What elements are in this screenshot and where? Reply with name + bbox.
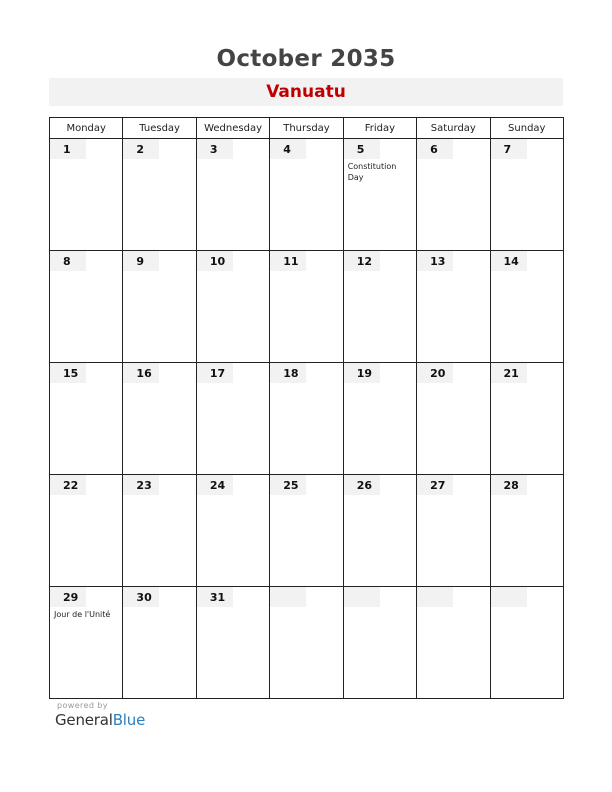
day-number: 24 <box>197 475 233 495</box>
day-cell <box>343 139 416 251</box>
holiday-label: Jour de l'Unité <box>54 610 111 619</box>
weekday-header: Monday <box>50 118 123 139</box>
week-row <box>50 475 564 587</box>
footer-branding <box>55 701 145 729</box>
day-number: 20 <box>417 363 453 383</box>
day-cell <box>490 475 563 587</box>
day-cell <box>343 251 416 363</box>
day-number: 11 <box>270 251 306 271</box>
day-cell <box>270 139 343 251</box>
country-name: Vanuatu <box>49 78 563 106</box>
day-cell <box>417 139 490 251</box>
brand-general: General <box>55 711 113 729</box>
holiday-label: Constitution Day <box>347 162 397 182</box>
day-number: 1 <box>50 139 86 159</box>
day-number: 15 <box>50 363 86 383</box>
day-cell <box>123 251 196 363</box>
day-cell <box>417 251 490 363</box>
day-cell <box>50 587 123 699</box>
day-cell <box>50 139 123 251</box>
day-cell <box>490 587 563 699</box>
day-cell <box>417 475 490 587</box>
day-number: 7 <box>491 139 527 159</box>
day-number: 8 <box>50 251 86 271</box>
weekday-header-row <box>50 118 564 139</box>
day-number <box>491 587 527 607</box>
weekday-header: Wednesday <box>196 118 269 139</box>
week-row <box>50 363 564 475</box>
day-number: 2 <box>123 139 159 159</box>
day-number: 27 <box>417 475 453 495</box>
day-cell <box>50 475 123 587</box>
day-number: 6 <box>417 139 453 159</box>
day-number: 12 <box>344 251 380 271</box>
day-number: 19 <box>344 363 380 383</box>
day-number: 23 <box>123 475 159 495</box>
day-cell <box>270 251 343 363</box>
day-number: 31 <box>197 587 233 607</box>
day-cell <box>417 587 490 699</box>
generalblue-logo[interactable] <box>55 711 145 729</box>
day-cell <box>50 363 123 475</box>
day-number <box>344 587 380 607</box>
week-row <box>50 139 564 251</box>
powered-by-text: powered by <box>57 701 108 710</box>
day-number: 9 <box>123 251 159 271</box>
calendar-title: October 2035 <box>216 46 396 72</box>
day-cell <box>196 363 269 475</box>
day-cell <box>490 363 563 475</box>
day-cell <box>123 475 196 587</box>
day-cell <box>417 363 490 475</box>
day-cell <box>270 475 343 587</box>
calendar-grid <box>49 117 564 699</box>
weekday-header: Saturday <box>417 118 490 139</box>
day-cell <box>123 363 196 475</box>
day-number: 22 <box>50 475 86 495</box>
day-number: 16 <box>123 363 159 383</box>
day-number: 26 <box>344 475 380 495</box>
day-number: 29 <box>50 587 86 607</box>
weekday-header: Tuesday <box>123 118 196 139</box>
week-row <box>50 587 564 699</box>
day-number: 18 <box>270 363 306 383</box>
day-number: 21 <box>491 363 527 383</box>
day-cell <box>490 251 563 363</box>
day-cell <box>490 139 563 251</box>
day-number: 25 <box>270 475 306 495</box>
day-number: 5 <box>344 139 380 159</box>
day-number: 28 <box>491 475 527 495</box>
day-number: 3 <box>197 139 233 159</box>
week-row <box>50 251 564 363</box>
day-cell <box>343 475 416 587</box>
day-number: 14 <box>491 251 527 271</box>
day-number: 4 <box>270 139 306 159</box>
day-cell <box>196 587 269 699</box>
day-cell <box>343 587 416 699</box>
day-cell <box>343 363 416 475</box>
day-number <box>417 587 453 607</box>
day-cell <box>196 475 269 587</box>
weekday-header: Thursday <box>270 118 343 139</box>
weekday-header: Friday <box>343 118 416 139</box>
day-number: 10 <box>197 251 233 271</box>
day-cell <box>123 587 196 699</box>
day-cell <box>196 251 269 363</box>
day-number: 30 <box>123 587 159 607</box>
day-cell <box>196 139 269 251</box>
day-cell <box>123 139 196 251</box>
day-cell <box>270 587 343 699</box>
day-number: 17 <box>197 363 233 383</box>
day-number: 13 <box>417 251 453 271</box>
day-cell <box>270 363 343 475</box>
weekday-header: Sunday <box>490 118 563 139</box>
day-cell <box>50 251 123 363</box>
brand-blue: Blue <box>112 711 146 729</box>
day-number <box>270 587 306 607</box>
